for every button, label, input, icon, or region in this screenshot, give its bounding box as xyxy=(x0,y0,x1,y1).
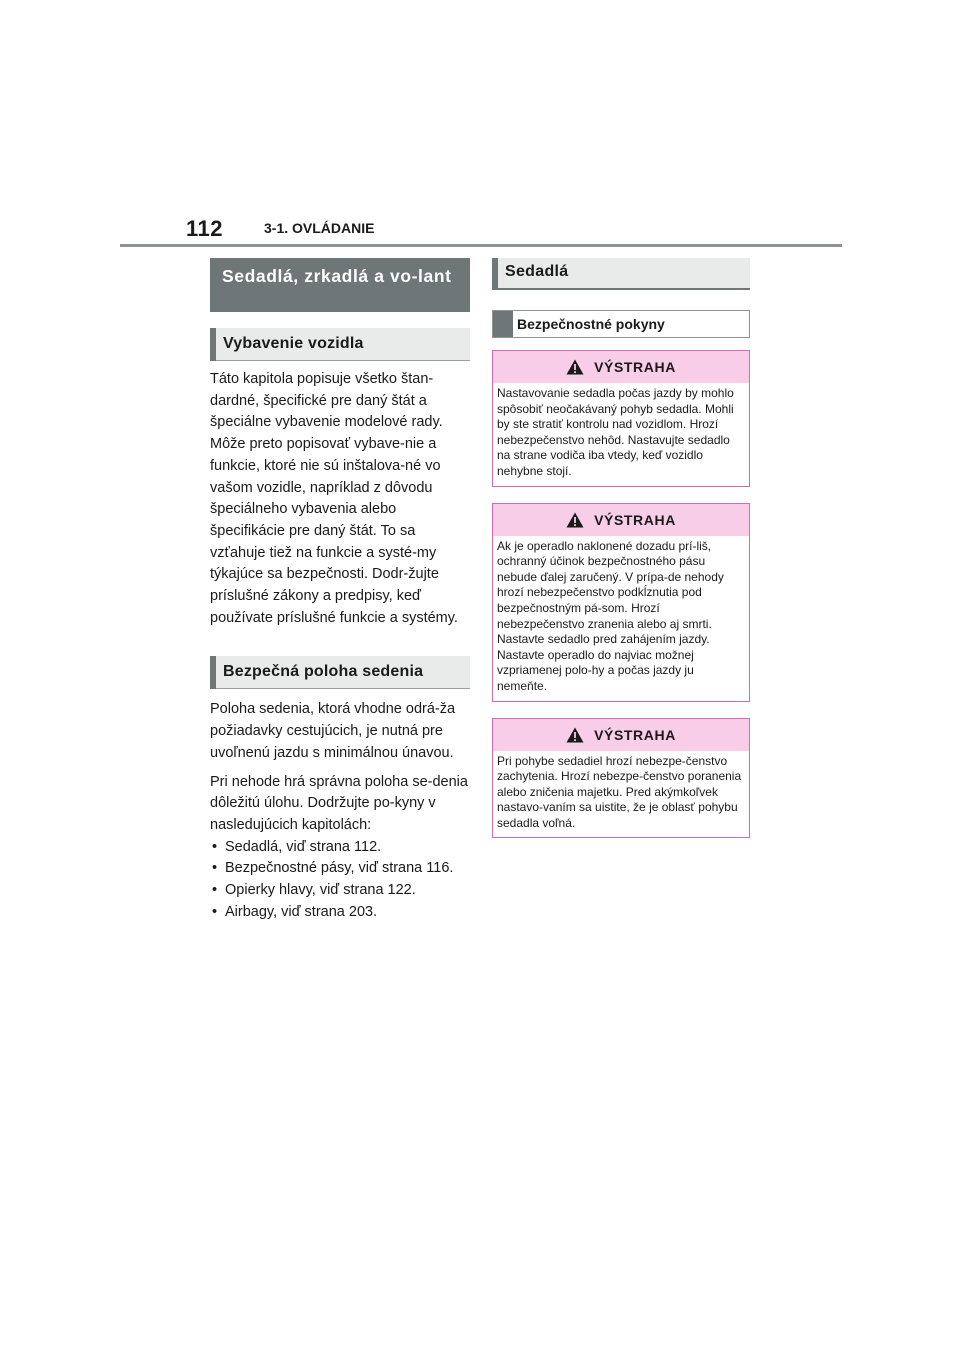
section-heading-vybavenie: Vybavenie vozidla xyxy=(210,328,470,361)
warning-triangle-icon xyxy=(566,512,584,528)
warning-box xyxy=(492,503,750,702)
section-text-poloha xyxy=(210,699,470,923)
left-column xyxy=(210,258,470,923)
page-number: 112 xyxy=(186,216,223,241)
section-text-vybavenie xyxy=(210,369,470,629)
list-item: • Bezpečnostné pásy, viď strana 116. xyxy=(210,858,470,880)
section-heading-sedadla: Sedadlá xyxy=(492,258,750,290)
paragraph: Pri nehode hrá správna poloha se-denia dôležitú úlohu. Dodržujte po-kyny v nasledujúcich kapitolách: xyxy=(210,773,468,833)
list-item: • Airbagy, viď strana 203. xyxy=(210,902,470,924)
safety-heading: Bezpečnostné pokyny xyxy=(492,310,750,338)
header-rule xyxy=(120,244,842,247)
warning-box xyxy=(492,350,750,487)
warning-title: VÝSTRAHA xyxy=(594,726,676,743)
right-column xyxy=(492,258,750,838)
paragraph: Táto kapitola popisuje všetko štan-dardné, špecifické pre daný štát a špeciálne vybavenie modelové rady. Môže preto popisovať vybave-nie a funkcie, ktoré nie sú inštalova-né vo vašom vozidle, napríklad z dôvodu špeciálneho vybavenia alebo špecifikácie pre daný štát. To sa vzťahuje tiež na funkcie a systé-my týkajúce sa bezpečnosti. Dodr-žujte príslušné zákony a predpisy, keď používate príslušné funkcie a systémy. xyxy=(210,371,458,626)
chapter-label: 3-1. OVLÁDANIE xyxy=(264,220,375,236)
warning-text: Pri pohybe sedadiel hrozí nebezpe-čenstvo zachytenia. Hrozí nebezpe-čenstvo poranenia alebo zničenia majetku. Pred akýmkoľvek nastavo-vaním sa uistite, že je oblasť pohybu sedadla voľná. xyxy=(497,753,742,830)
reference-list xyxy=(210,837,470,924)
list-item: • Opierky hlavy, viď strana 122. xyxy=(210,880,470,902)
warning-text: Ak je operadlo naklonené dozadu prí-liš, ochranný účinok bezpečnostného pásu nebude ďalej zaručený. V prípa-de nehody hrozí nebezpečenstvo podkĺznutia pod bezpečnostným pá-som. Hrozí nebezpečenstvo zranenia alebo aj smrti. Nastavte sedadlo pred zahájením jazdy. Nastavte operadlo do najviac možnej vzpriamenej polo-hy a počas jazdy ju nemeňte. xyxy=(497,538,724,693)
warning-text: Nastavovanie sedadla počas jazdy by mohlo spôsobiť neočakávaný pohyb sedadla. Mohli by ste stratiť kontrolu nad vozidlom. Hrozí nebezpečenstvo nehôd. Nastavujte sedadlo na strane vodiča iba vtedy, keď vozidlo nehybne stojí. xyxy=(497,386,734,478)
section-heading-poloha: Bezpečná poloha sedenia xyxy=(210,656,470,689)
warning-triangle-icon xyxy=(566,359,584,375)
chapter-title: Sedadlá, zrkadlá a vo-lant xyxy=(210,258,470,312)
warning-title: VÝSTRAHA xyxy=(594,511,676,528)
paragraph: Poloha sedenia, ktorá vhodne odrá-ža požiadavky cestujúcich, je nutná pre uvoľnenú jazdu s minimálnou únavou. xyxy=(210,701,456,761)
warning-triangle-icon xyxy=(566,727,584,743)
warning-title: VÝSTRAHA xyxy=(594,359,676,375)
list-item: • Sedadlá, viď strana 112. xyxy=(210,837,470,859)
warning-box xyxy=(492,718,750,839)
